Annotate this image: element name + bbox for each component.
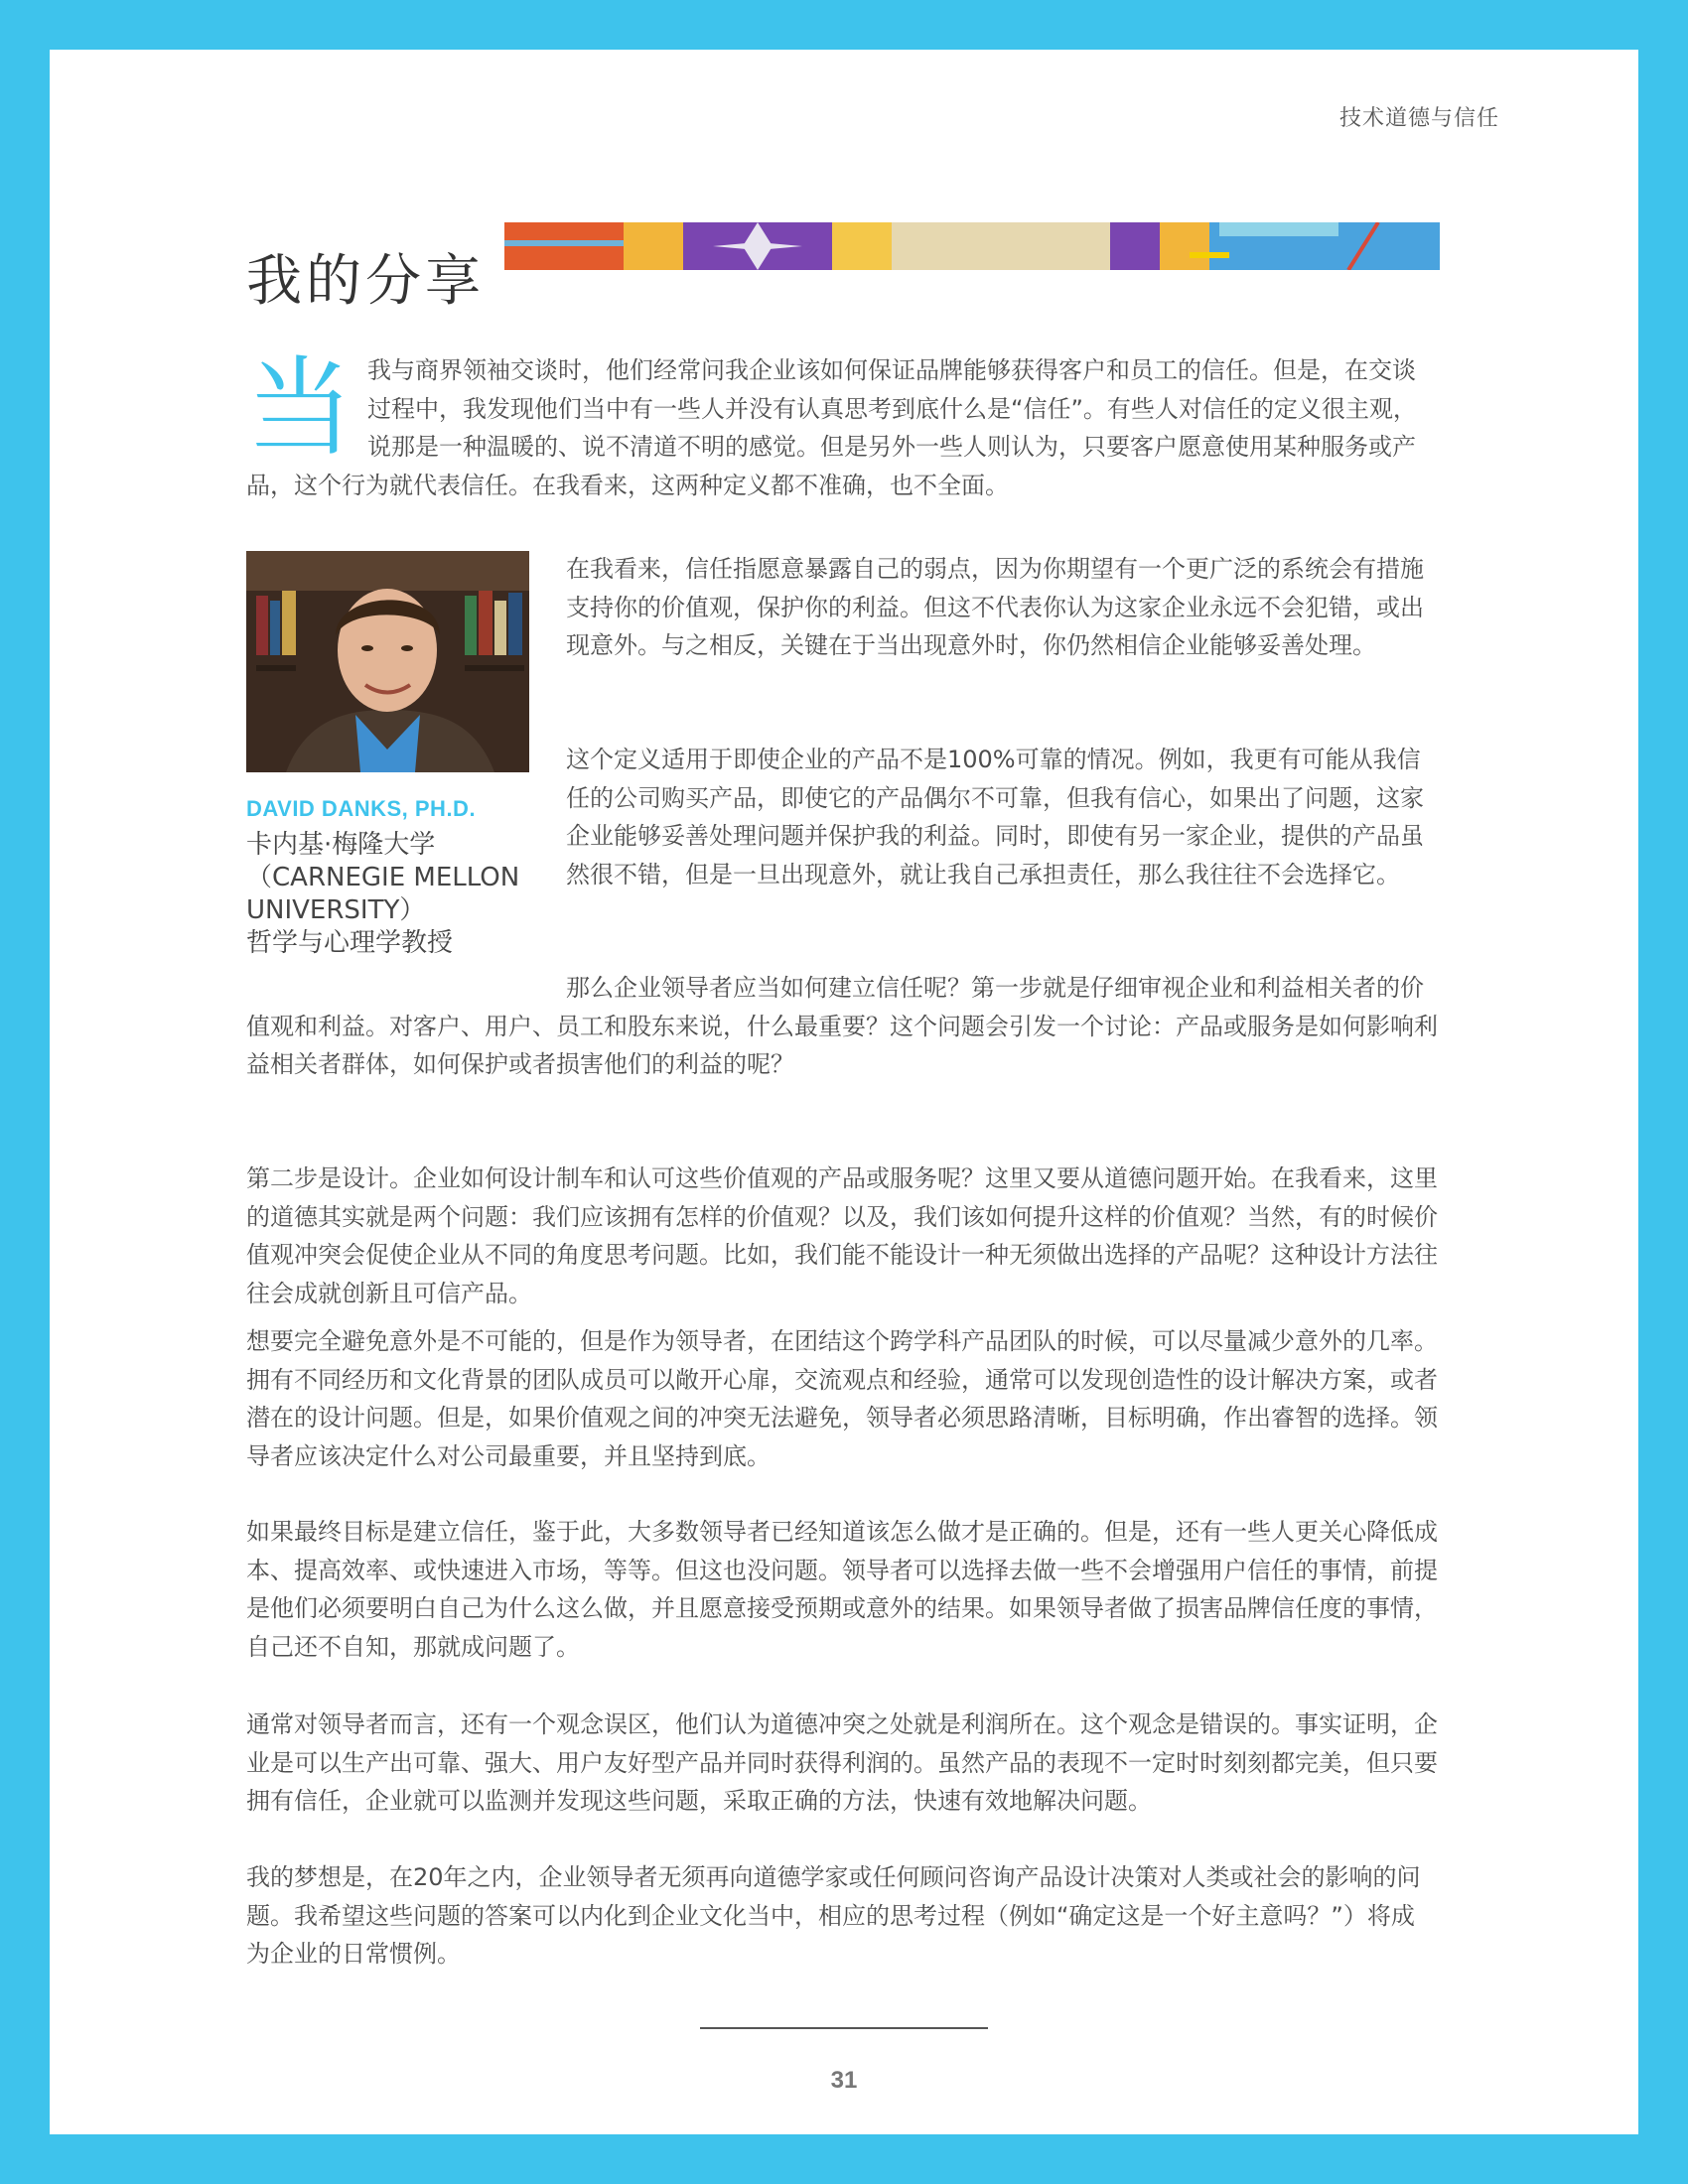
paragraph-6: 如果最终目标是建立信任，鉴于此，大多数领导者已经知道该怎么做才是正确的。但是，还有一些人更关心降低成本、提高效率、或快速进入市场，等等。但这也没问题。领导者可以选择去做一些不会增强用户信任的事情，前提是他们必须要明白自己为什么这么做，并且愿意接受预期或意外的结果。如果领导者做了损害品牌信任度的事情，自己还不自知，那就成问题了。: [246, 1518, 1438, 1661]
author-portrait-photo: [246, 551, 529, 772]
section-title: 我的分享: [246, 248, 485, 314]
intro-text: 我与商界领袖交谈时，他们经常问我企业该如何保证品牌能够获得客户和员工的信任。但是，在交谈过程中，我发现他们当中有一些人并没有认真思考到底什么是“信任”。有些人对信任的定义很主观，说那是一种温暖的、说不清道不明的感觉。但是另外一些人则认为，只要客户愿意使用某种服务或产品，这个行为就代表信任。在我看来，这两种定义都不准确，也不全面。: [246, 356, 1417, 499]
page-number: 31: [830, 2067, 858, 2094]
paragraph-4: 第二步是设计。企业如何设计制车和认可这些价值观的产品或服务呢？这里又要从道德问题开始。在我看来，这里的道德其实就是两个问题：我们应该拥有怎样的价值观？以及，我们该如何提升这样的价值观？当然，有的时候价值观冲突会促使企业从不同的角度思考问题。比如，我们能不能设计一种无须做出选择的产品呢？这种设计方法往往会成就创新且可信产品。: [246, 1164, 1438, 1307]
author-role: 哲学与心理学教授: [246, 928, 454, 958]
intro-paragraph: [246, 346, 1438, 504]
footer-divider: [700, 2027, 988, 2029]
paragraph-7: 通常对领导者而言，还有一个观念误区，他们认为道德冲突之处就是利润所在。这个观念是错误的。事实证明，企业是可以生产出可靠、强大、用户友好型产品并同时获得利润的。虽然产品的表现不一定时时刻刻都完美，但只要拥有信任，企业就可以监测并发现这些问题，采取正确的方法，快速有效地解决问题。: [246, 1710, 1438, 1815]
author-affiliation: 卡内基·梅隆大学: [246, 830, 436, 860]
author-affiliation-en-line1: （CARNEGIE MELLON: [246, 863, 520, 892]
page: [50, 50, 1638, 2134]
paragraph-5: 想要完全避免意外是不可能的，但是作为领导者，在团结这个跨学科产品团队的时候，可以尽量减少意外的几率。拥有不同经历和文化背景的团队成员可以敞开心扉，交流观点和经验，通常可以发现创造性的设计解决方案，或者潜在的设计问题。但是，如果价值观之间的冲突无法避免，领导者必须思路清晰，目标明确，作出睿智的选择。领导者应该决定什么对公司最重要，并且坚持到底。: [246, 1327, 1438, 1470]
paragraph-1: 在我看来，信任指愿意暴露自己的弱点，因为你期望有一个更广泛的系统会有措施支持你的价值观，保护你的利益。但这不代表你认为这家企业永远不会犯错，或出现意外。与之相反，关键在于当出现意外时，你仍然相信企业能够妥善处理。: [566, 555, 1424, 659]
author-affiliation-en-line2: UNIVERSITY）: [246, 895, 426, 925]
paragraph-2: 这个定义适用于即使企业的产品不是100%可靠的情况。例如，我更有可能从我信任的公司购买产品，即使它的产品偶尔不可靠，但我有信心，如果出了问题，这家企业能够妥善处理问题并保护我的利益。同时，即使有另一家企业，提供的产品虽然很不错，但是一旦出现意外，就让我自己承担责任，那么我往往不会选择它。: [566, 746, 1424, 888]
author-details: [246, 829, 534, 960]
paragraph-8: 我的梦想是，在20年之内，企业领导者无须再向道德学家或任何顾问咨询产品设计决策对人类或社会的影响的问题。我希望这些问题的答案可以内化到企业文化当中，相应的思考过程（例如“确定这是一个好主意吗？”）将成为企业的日常惯例。: [246, 1863, 1421, 1968]
drop-cap: 当: [246, 346, 354, 471]
running-header: 技术道德与信任: [1338, 106, 1499, 131]
paragraph-3: 那么企业领导者应当如何建立信任呢？第一步就是仔细审视企业和利益相关者的价值观和利益。对客户、用户、员工和股东来说，什么最重要？这个问题会引发一个讨论：产品或服务是如何影响利益相关者群体，如何保护或者损害他们的利益的呢？: [246, 974, 1438, 1078]
author-name: DAVID DANKS, PH.D.: [246, 796, 477, 821]
decorative-banner-image: [504, 222, 1440, 270]
